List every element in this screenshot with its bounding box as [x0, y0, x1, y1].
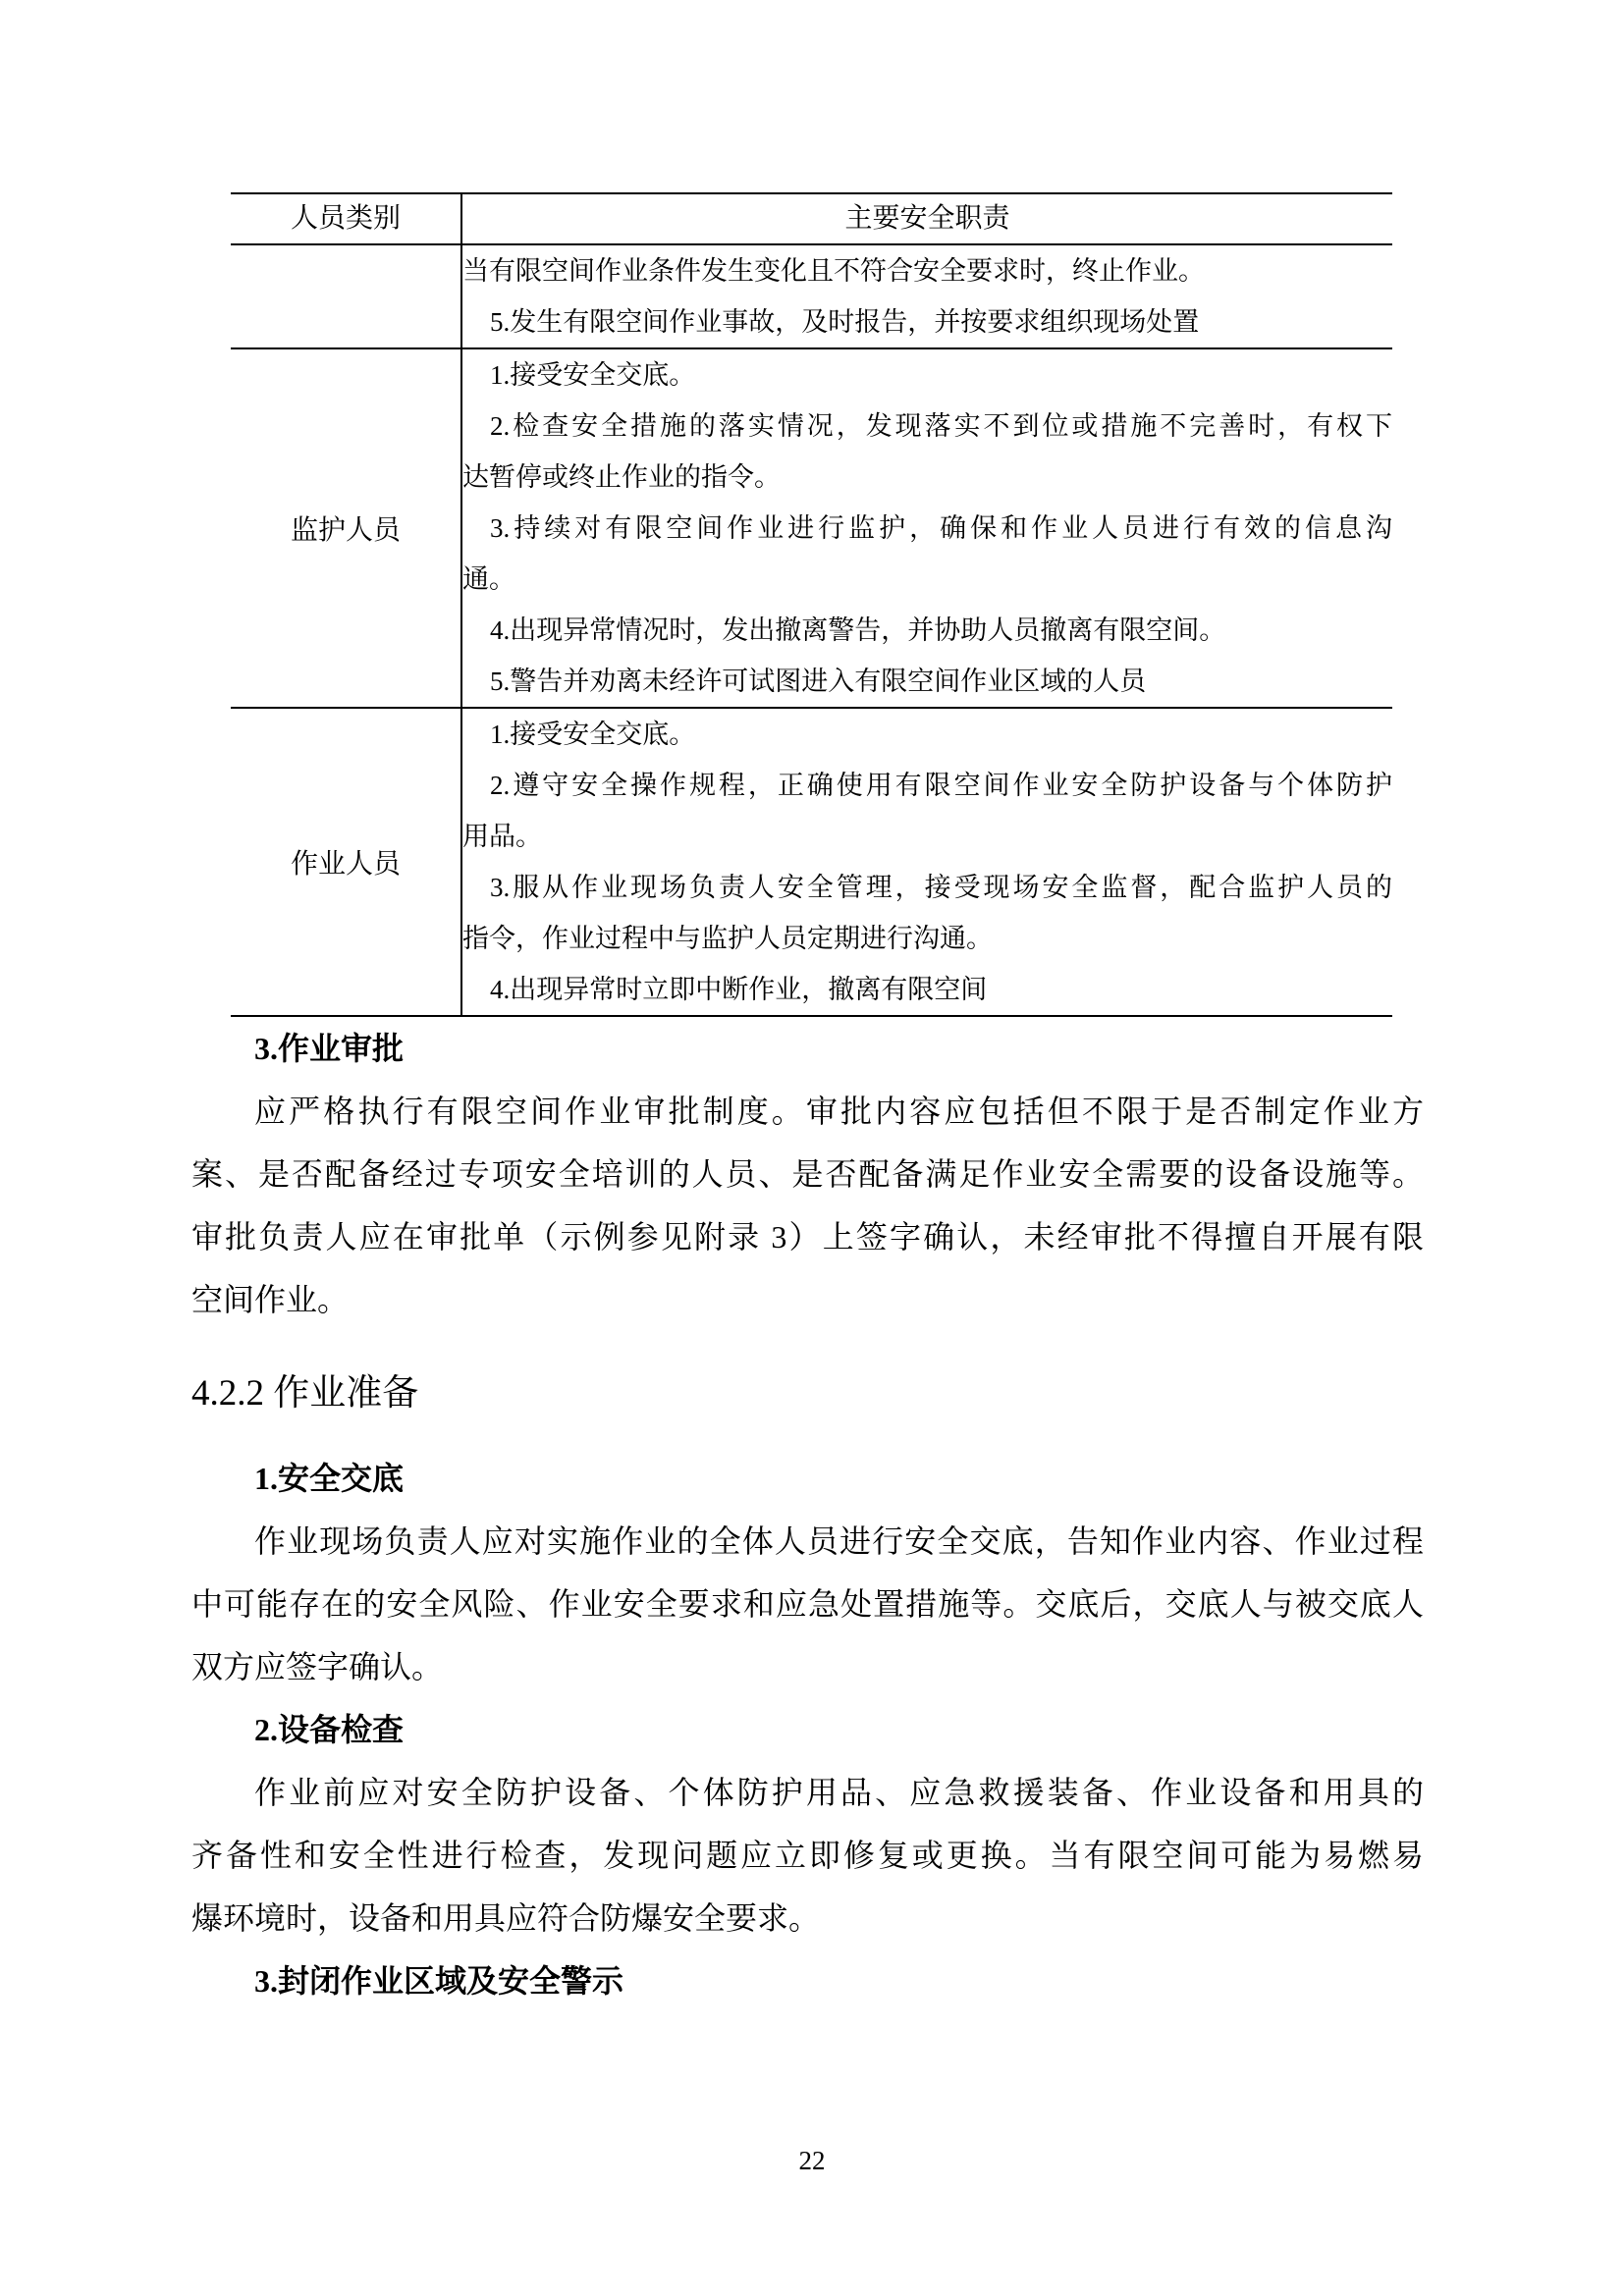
section-heading-prep: 4.2.2 作业准备	[191, 1373, 419, 1414]
paragraph-line: 作业现场负责人应对实施作业的全体人员进行安全交底，告知作业内容、作业过程	[254, 1523, 1424, 1559]
duty-line: 1.接受安全交底。	[490, 720, 696, 749]
duty-line: 达暂停或终止作业的指令。	[462, 462, 781, 492]
duty-line: 4.出现异常时立即中断作业，撤离有限空间	[490, 975, 988, 1004]
duty-line: 1.接受安全交底。	[490, 360, 696, 390]
category-cell	[231, 244, 461, 348]
paragraph-line: 应严格执行有限空间作业审批制度。审批内容应包括但不限于是否制定作业方	[254, 1094, 1424, 1129]
duty-line: 4.出现异常情况时，发出撤离警告，并协助人员撤离有限空间。	[490, 615, 1226, 645]
paragraph-line: 中可能存在的安全风险、作业安全要求和应急处置措施等。交底后，交底人与被交底人	[191, 1586, 1424, 1622]
table-header-row	[231, 193, 1392, 244]
section-heading-equipment: 2.设备检查	[254, 1712, 405, 1747]
duty-line: 指令，作业过程中与监护人员定期进行沟通。	[462, 924, 993, 953]
table-row	[231, 348, 1392, 708]
table-row	[231, 244, 1392, 348]
paragraph-line: 作业前应对安全防护设备、个体防护用品、应急救援装备、作业设备和用具的	[254, 1775, 1424, 1810]
personnel-duty-table	[231, 192, 1392, 1017]
page-content	[191, 192, 1424, 2012]
duty-line: 当有限空间作业条件发生变化且不符合安全要求时，终止作业。	[462, 256, 1205, 286]
duty-line: 2.检查安全措施的落实情况，发现落实不到位或措施不完善时，有权下	[490, 411, 1392, 441]
header-cell-duty: 主要安全职责	[844, 203, 1010, 234]
duty-cell	[461, 708, 1392, 1016]
duty-line: 3.持续对有限空间作业进行监护，确保和作业人员进行有效的信息沟	[490, 513, 1392, 543]
briefing-paragraph	[191, 1510, 1424, 1698]
paragraph-line: 空间作业。	[191, 1282, 350, 1317]
section-heading-briefing: 1.安全交底	[254, 1461, 405, 1496]
duty-cell	[461, 348, 1392, 708]
category-cell: 监护人员	[231, 348, 461, 708]
duty-cell	[461, 244, 1392, 348]
duty-line: 5.发生有限空间作业事故，及时报告，并按要求组织现场处置	[490, 307, 1200, 337]
paragraph-line: 审批负责人应在审批单（示例参见附录 3）上签字确认，未经审批不得擅自开展有限	[191, 1219, 1424, 1255]
approval-paragraph	[191, 1080, 1424, 1331]
category-cell: 作业人员	[231, 708, 461, 1016]
paragraph-line: 爆环境时，设备和用具应符合防爆安全要求。	[191, 1900, 821, 1936]
paragraph-line: 双方应签字确认。	[191, 1649, 444, 1684]
duty-line: 3.服从作业现场负责人安全管理，接受现场安全监督，配合监护人员的	[490, 873, 1392, 902]
paragraph-line: 案、是否配备经过专项安全培训的人员、是否配备满足作业安全需要的设备设施等。	[191, 1156, 1424, 1192]
section-heading-closure: 3.封闭作业区域及安全警示	[254, 1963, 624, 1999]
duty-line: 5.警告并劝离未经许可试图进入有限空间作业区域的人员	[490, 667, 1147, 696]
header-cell-category: 人员类别	[231, 193, 461, 244]
duty-line: 通。	[462, 564, 515, 594]
table-row	[231, 708, 1392, 1016]
paragraph-line: 齐备性和安全性进行检查，发现问题应立即修复或更换。当有限空间可能为易燃易	[191, 1838, 1424, 1873]
duty-line: 用品。	[462, 822, 542, 851]
duty-line: 2.遵守安全操作规程，正确使用有限空间作业安全防护设备与个体防护	[490, 771, 1392, 800]
equipment-paragraph	[191, 1761, 1424, 1949]
page-number: 22	[798, 2146, 826, 2175]
section-heading-approval: 3.作业审批	[254, 1031, 405, 1066]
